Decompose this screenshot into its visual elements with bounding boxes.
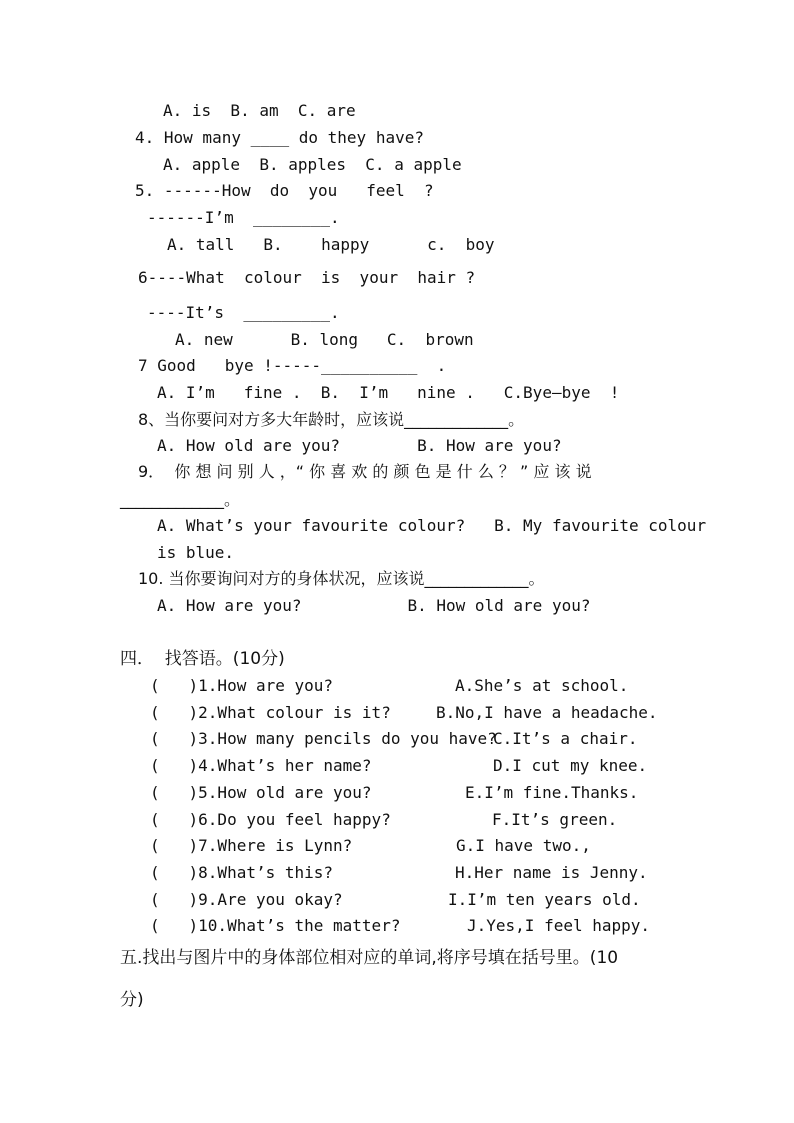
q5-options: A. tall B. happy c. boy: [167, 235, 495, 254]
q9-stem-line2: _____________。: [120, 490, 241, 509]
q7-options: A. I’m fine . B. I’m nine . C.Bye—bye !: [157, 383, 620, 402]
q3-options: A. is B. am C. are: [163, 101, 356, 120]
q7-stem: 7 Good bye !-----__________ .: [138, 356, 447, 375]
q6-stem: 6----What colour is your hair ?: [138, 268, 476, 287]
match-answer-3: C.It’s a chair.: [493, 729, 638, 749]
match-question-1: ( )1.How are you?: [150, 676, 334, 695]
q10-stem: 10. 当你要询问对方的身体状况，应该说_____________。: [138, 569, 545, 588]
q9-options-line1: A. What’s your favourite colour? B. My favourite colour: [157, 516, 707, 535]
q8-stem: 8、当你要问对方多大年龄时，应该说_____________。: [138, 410, 525, 429]
q6-options: A. new B. long C. brown: [175, 330, 474, 349]
match-answer-6: F.It’s green.: [492, 809, 618, 829]
section5-title-line2: 分): [120, 990, 144, 1010]
match-answer-8: H.Her name is Jenny.: [455, 862, 648, 882]
q5-stem: 5. ------How do you feel ?: [135, 181, 434, 200]
section4-title: 四． 找答语。(10分): [120, 649, 285, 669]
q5-answer-line: ------I’m ________.: [147, 208, 340, 227]
section5-title-line1: 五.找出与图片中的身体部位相对应的单词,将序号填在括号里。(10: [120, 948, 619, 968]
match-question-3: ( )3.How many pencils do you have?: [150, 729, 497, 749]
q4-stem: 4. How many ____ do they have?: [135, 128, 424, 147]
match-question-10: ( )10.What’s the matter?: [150, 916, 401, 936]
match-answer-7: G.I have two.,: [456, 836, 591, 856]
q10-options: A. How are you? B. How old are you?: [157, 596, 591, 615]
q9-options-line2: is blue.: [157, 543, 235, 562]
q4-options: A. apple B. apples C. a apple: [163, 155, 462, 174]
match-answer-5: E.I’m fine.Thanks.: [465, 782, 639, 802]
q9-stem-line1: 9． 你 想 问 别 人 ，“ 你 喜 欢 的 颜 色 是 什 么 ？ ” 应 该 说: [138, 462, 592, 481]
q6-answer-line: ----It’s _________.: [147, 303, 340, 322]
match-question-8: ( )8.What’s this?: [150, 862, 334, 882]
match-question-2: ( )2.What colour is it?: [150, 702, 391, 722]
q8-options: A. How old are you? B. How are you?: [157, 436, 562, 455]
match-answer-10: J.Yes,I feel happy.: [467, 916, 651, 936]
match-answer-1: A.She’s at school.: [455, 676, 629, 695]
match-question-5: ( )5.How old are you?: [150, 782, 372, 802]
match-answer-4: D.I cut my knee.: [493, 756, 648, 776]
match-question-9: ( )9.Are you okay?: [150, 889, 343, 909]
match-answer-9: I.I’m ten years old.: [448, 889, 641, 909]
match-question-6: ( )6.Do you feel happy?: [150, 809, 391, 829]
match-question-4: ( )4.What’s her name?: [150, 756, 372, 776]
match-answer-2: B.No,I have a headache.: [436, 702, 658, 722]
match-question-7: ( )7.Where is Lynn?: [150, 836, 353, 856]
